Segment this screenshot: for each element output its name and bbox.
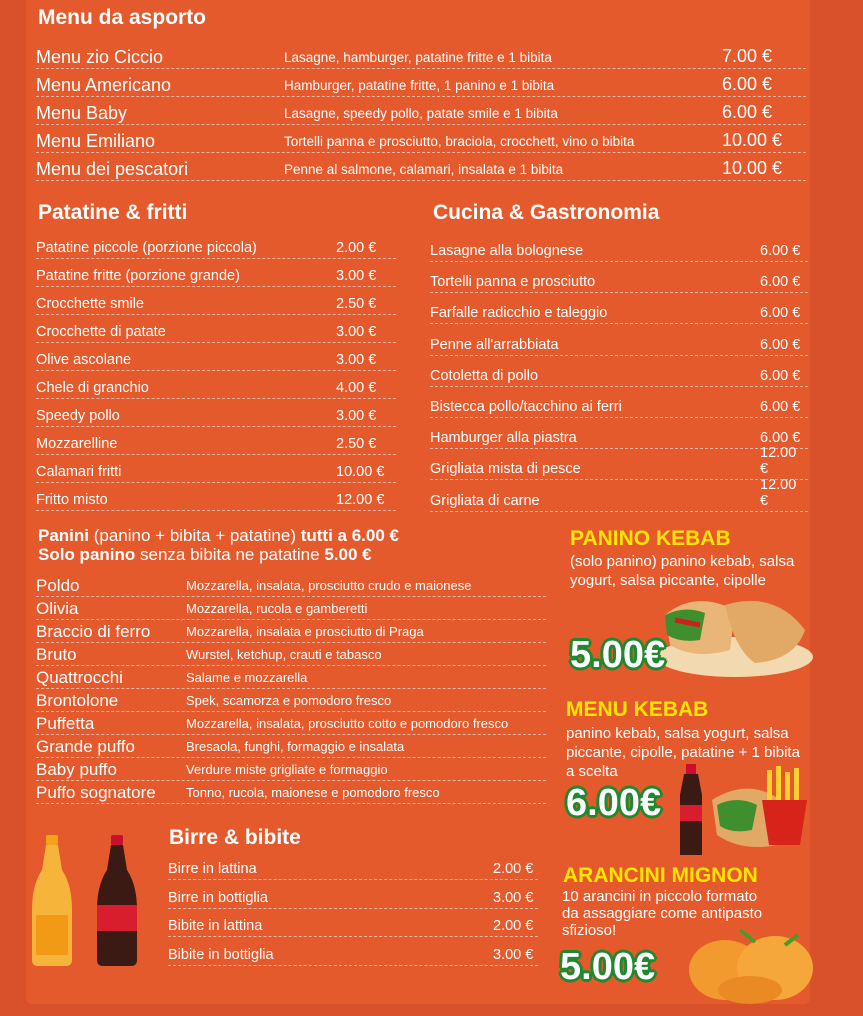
fritti-item-name: Patatine piccole (porzione piccola) xyxy=(36,240,257,256)
arancini-icon xyxy=(680,920,820,1005)
panini-item-desc: Mozzarella, insalata e prosciutto di Praga xyxy=(186,624,424,639)
panini-item-name: Puffo sognatore xyxy=(36,783,156,802)
fritti-item-price: 4.00 € xyxy=(336,380,377,396)
fritti-item-name: Mozzarelline xyxy=(36,436,118,452)
panini-row xyxy=(36,758,546,781)
kebab-wrap-icon xyxy=(655,585,815,680)
fritti-row xyxy=(36,458,396,483)
asporto-item-price: 6.00 € xyxy=(722,102,773,122)
solo-panino-price: 5.00 € xyxy=(324,545,372,564)
fritti-item-price: 2.50 € xyxy=(336,296,377,312)
cucina-item-price: 6.00 € xyxy=(760,274,801,291)
asporto-item-desc: Lasagne, speedy pollo, patate smile e 1 bibita xyxy=(284,106,558,121)
panino-kebab-price: 5.00€ xyxy=(570,634,666,676)
asporto-row xyxy=(36,42,806,69)
menu-kebab-title: MENU KEBAB xyxy=(566,698,709,721)
bibite-item-name: Bibite in bottiglia xyxy=(168,946,274,963)
panini-item-name: Olivia xyxy=(36,599,79,618)
asporto-item-price: 10.00 € xyxy=(722,158,783,178)
cucina-item-price: 6.00 € xyxy=(760,305,801,322)
asporto-item-name: Menu Baby xyxy=(36,103,128,123)
fritti-item-name: Speedy pollo xyxy=(36,408,120,424)
panini-header-1 xyxy=(38,526,399,546)
fritti-item-name: Chele di granchio xyxy=(36,380,149,396)
cucina-item-price: 12.00 € xyxy=(760,445,797,478)
fritti-item-price: 3.00 € xyxy=(336,324,377,340)
panini-label: Panini xyxy=(38,526,90,545)
asporto-item-name: Menu Emiliano xyxy=(36,131,156,151)
panini-item-desc: Verdure miste grigliate e formaggio xyxy=(186,762,388,777)
cucina-item-price: 6.00 € xyxy=(760,336,801,353)
panini-item-desc: Mozzarella, insalata, prosciutto cotto e pomodoro fresco xyxy=(186,716,509,731)
bibite-row xyxy=(168,855,538,880)
panini-row xyxy=(36,620,546,643)
panini-row xyxy=(36,643,546,666)
panino-kebab-desc-1: (solo panino) panino kebab, salsa xyxy=(570,553,795,570)
fritti-item-price: 10.00 € xyxy=(336,464,385,480)
bibite-item-price: 3.00 € xyxy=(493,889,534,906)
cucina-title: Cucina & Gastronomia xyxy=(433,201,660,224)
panini-item-desc: Mozzarella, rucola e gamberetti xyxy=(186,601,368,616)
fritti-item-price: 12.00 € xyxy=(336,492,385,508)
panino-kebab-title: PANINO KEBAB xyxy=(570,527,731,550)
cucina-item-price: 6.00 € xyxy=(760,367,801,384)
arancini-title: ARANCINI MIGNON xyxy=(563,864,758,887)
bibite-row xyxy=(168,941,538,966)
menu-kebab-price: 6.00€ xyxy=(566,782,662,824)
fritti-row xyxy=(36,486,396,511)
fritti-item-price: 3.00 € xyxy=(336,268,377,284)
fritti-item-name: Calamari fritti xyxy=(36,464,122,480)
cucina-item-name: Bistecca pollo/tacchino ai ferri xyxy=(430,399,622,415)
panini-item-desc: Bresaola, funghi, formaggio e insalata xyxy=(186,739,405,754)
solo-panino-label: Solo panino xyxy=(38,545,136,564)
bibite-item-price: 3.00 € xyxy=(493,946,534,963)
asporto-row xyxy=(36,70,806,97)
asporto-item-price: 7.00 € xyxy=(722,46,773,66)
cucina-row xyxy=(430,362,808,387)
cucina-item-name: Grigliata di carne xyxy=(430,492,540,509)
cucina-item-price: 6.00 € xyxy=(760,399,801,415)
panini-item-name: Baby puffo xyxy=(36,760,117,779)
cucina-item-name: Farfalle radicchio e taleggio xyxy=(430,305,608,322)
asporto-item-desc: Tortelli panna e prosciutto, braciola, crocchett, vino o bibita xyxy=(284,134,635,149)
fritti-row xyxy=(36,262,396,287)
arancini-desc-1: 10 arancini in piccolo formato xyxy=(562,888,758,905)
panini-item-name: Quattrocchi xyxy=(36,668,123,687)
panini-item-name: Poldo xyxy=(36,576,80,595)
panini-item-name: Braccio di ferro xyxy=(36,622,151,641)
panini-item-name: Grande puffo xyxy=(36,737,135,756)
asporto-row xyxy=(36,98,806,125)
cucina-item-name: Hamburger alla piastra xyxy=(430,430,577,447)
panini-item-desc: Tonno, rucola, maionese e pomodoro fresco xyxy=(186,785,440,800)
cucina-row xyxy=(430,476,808,512)
fritti-row xyxy=(36,374,396,399)
cucina-row xyxy=(430,393,808,418)
fritti-row xyxy=(36,430,396,455)
panini-item-desc: Spek, scamorza e pomodoro fresco xyxy=(186,693,392,708)
panino-kebab-desc-2: yogurt, salsa piccante, cipolle xyxy=(570,572,766,589)
cucina-row xyxy=(430,445,808,480)
fritti-item-price: 3.00 € xyxy=(336,408,377,424)
asporto-item-desc: Lasagne, hamburger, patatine fritte e 1 bibita xyxy=(284,50,552,65)
panini-row xyxy=(36,689,546,712)
cucina-item-price: 12.00 € xyxy=(760,476,797,509)
panini-row xyxy=(36,666,546,689)
cucina-row xyxy=(430,237,808,262)
fritti-item-price: 2.50 € xyxy=(336,436,377,452)
asporto-title: Menu da asporto xyxy=(38,6,207,29)
fritti-row xyxy=(36,402,396,427)
panini-row xyxy=(36,574,546,597)
panini-row xyxy=(36,735,546,758)
panini-item-name: Brontolone xyxy=(36,691,119,710)
menu-kebab-combo-icon xyxy=(672,760,822,860)
cucina-item-name: Tortelli panna e prosciutto xyxy=(430,274,596,291)
cucina-row xyxy=(430,424,808,449)
asporto-item-price: 10.00 € xyxy=(722,130,783,150)
menu-kebab-desc-2: piccante, cipolle, patatine + 1 bibita xyxy=(566,744,800,761)
cucina-item-price: 6.00 € xyxy=(760,243,801,259)
asporto-row xyxy=(36,154,806,181)
menu-kebab-desc-3: a scelta xyxy=(566,763,618,780)
asporto-item-price: 6.00 € xyxy=(722,74,773,94)
fritti-item-name: Patatine fritte (porzione grande) xyxy=(36,268,240,284)
cucina-item-name: Grigliata mista di pesce xyxy=(430,461,581,478)
panini-header-2 xyxy=(38,545,372,565)
cucina-item-name: Cotoletta di pollo xyxy=(430,367,539,384)
panini-row xyxy=(36,712,546,735)
fritti-row xyxy=(36,290,396,315)
panini-item-desc: Wurstel, ketchup, crauti e tabasco xyxy=(186,647,382,662)
bibite-item-price: 2.00 € xyxy=(493,861,534,877)
fritti-item-price: 3.00 € xyxy=(336,352,377,368)
bibite-row xyxy=(168,884,538,909)
cucina-row xyxy=(430,331,808,356)
asporto-item-name: Menu Americano xyxy=(36,75,172,95)
bibite-item-name: Bibite in lattina xyxy=(168,918,263,934)
fritti-row xyxy=(36,318,396,343)
panini-item-name: Bruto xyxy=(36,645,77,664)
bibite-item-name: Birre in bottiglia xyxy=(168,889,268,906)
asporto-item-name: Menu zio Ciccio xyxy=(36,47,164,67)
bottles-icon xyxy=(32,830,162,970)
panini-includes: (panino + bibita + patatine) xyxy=(89,526,301,545)
bibite-item-price: 2.00 € xyxy=(493,918,534,934)
asporto-item-desc: Penne al salmone, calamari, insalata e 1 bibita xyxy=(284,162,564,177)
menu-kebab-desc-1: panino kebab, salsa yogurt, salsa xyxy=(566,725,789,742)
panini-item-desc: Mozzarella, insalata, prosciutto crudo e maionese xyxy=(186,578,472,593)
fritti-row xyxy=(36,346,396,371)
cucina-row xyxy=(430,268,808,293)
bibite-item-name: Birre in lattina xyxy=(168,861,257,877)
cucina-item-name: Lasagne alla bolognese xyxy=(430,243,584,259)
fritti-row xyxy=(36,234,396,259)
panini-row xyxy=(36,597,546,620)
panini-item-name: Puffetta xyxy=(36,714,95,733)
arancini-desc-3: sfizioso! xyxy=(562,922,617,939)
fritti-item-name: Fritto misto xyxy=(36,492,108,508)
arancini-desc-2: da assaggiare come antipasto xyxy=(562,905,763,922)
asporto-item-name: Menu dei pescatori xyxy=(36,159,189,179)
cucina-row xyxy=(430,299,808,324)
fritti-item-name: Olive ascolane xyxy=(36,352,132,368)
cucina-item-price: 6.00 € xyxy=(760,430,801,447)
panini-row xyxy=(36,781,546,804)
panini-price: tutti a 6.00 € xyxy=(300,526,399,545)
bibite-row xyxy=(168,912,538,937)
fritti-item-name: Crocchette smile xyxy=(36,296,144,312)
fritti-item-name: Crocchette di patate xyxy=(36,324,166,340)
fritti-item-price: 2.00 € xyxy=(336,240,377,256)
solo-panino-desc: senza bibita ne patatine xyxy=(135,545,325,564)
bibite-title: Birre & bibite xyxy=(169,826,301,849)
asporto-row xyxy=(36,126,806,153)
cucina-item-name: Penne all'arrabbiata xyxy=(430,336,559,353)
arancini-price: 5.00€ xyxy=(560,946,656,988)
asporto-item-desc: Hamburger, patatine fritte, 1 panino e 1 bibita xyxy=(284,78,555,93)
panini-item-desc: Salame e mozzarella xyxy=(186,670,308,685)
fritti-title: Patatine & fritti xyxy=(38,201,188,224)
